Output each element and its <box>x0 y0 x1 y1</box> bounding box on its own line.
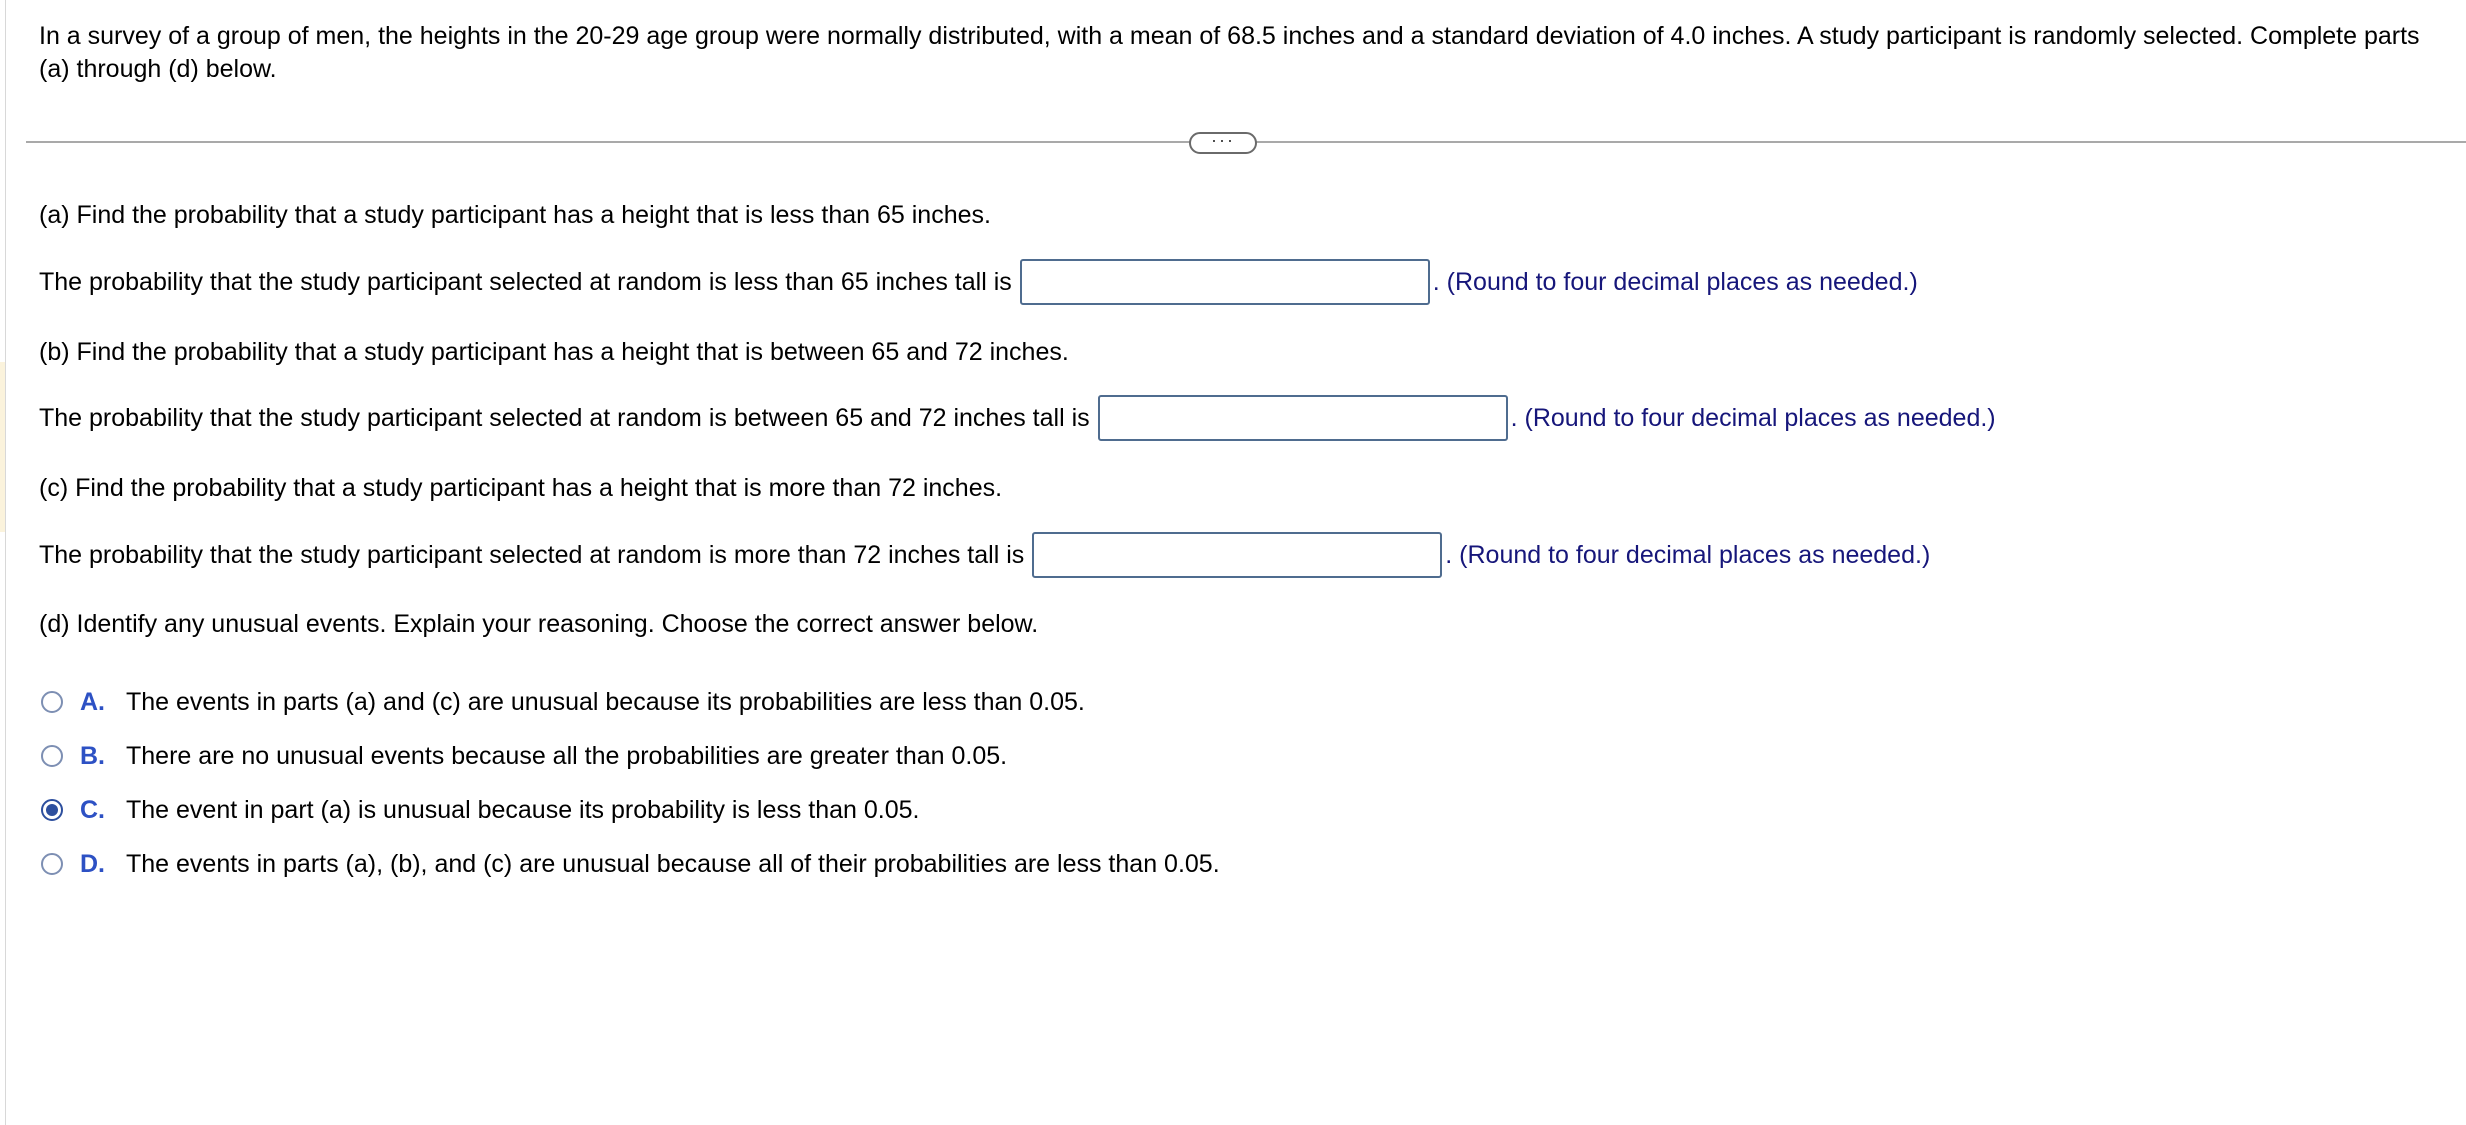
choice-d-text: The events in parts (a), (b), and (c) are unusual because all of their probabilities are less than 0.05. <box>126 850 1220 878</box>
part-b-rounding-hint: . (Round to four decimal places as needed.) <box>1510 404 1996 432</box>
part-b-answer-input[interactable] <box>1098 395 1508 441</box>
part-c-question: (c) Find the probability that a study participant has a height that is more than 72 inches. <box>39 474 1003 502</box>
choice-c[interactable] <box>41 794 920 826</box>
left-accent-bar <box>0 362 5 532</box>
part-c-answer-input[interactable] <box>1032 532 1442 578</box>
ellipsis-icon: ··· <box>1211 130 1235 150</box>
choice-b-letter: B. <box>80 742 105 770</box>
radio-dot-icon <box>46 804 58 816</box>
choice-c-text: The event in part (a) is unusual because its probability is less than 0.05. <box>126 796 920 824</box>
choice-c-letter: C. <box>80 796 105 824</box>
problem-statement: In a survey of a group of men, the heights in the 20-29 age group were normally distributed, with a mean of 68.5 inches and a standard deviation of 4.0 inches. A study participant is randomly selected. Complete parts (a) through (d) below. <box>39 22 2420 83</box>
choice-b[interactable] <box>41 740 1007 772</box>
part-a-answer-row <box>39 259 1918 305</box>
choice-d-letter: D. <box>80 850 105 878</box>
choice-b-text: There are no unusual events because all the probabilities are greater than 0.05. <box>126 742 1008 770</box>
part-c-prompt: The probability that the study participant selected at random is more than 72 inches tall is <box>39 541 1025 569</box>
choice-a-text: The events in parts (a) and (c) are unusual because its probabilities are less than 0.05. <box>126 688 1085 716</box>
part-b-prompt: The probability that the study participant selected at random is between 65 and 72 inches tall is <box>39 404 1090 432</box>
part-a-prompt: The probability that the study participant selected at random is less than 65 inches tall is <box>39 268 1012 296</box>
choice-a-letter: A. <box>80 688 105 716</box>
choice-a[interactable] <box>41 686 1085 718</box>
part-a-question: (a) Find the probability that a study participant has a height that is less than 65 inches. <box>39 201 991 229</box>
part-c-answer-row <box>39 532 1930 578</box>
part-c-rounding-hint: . (Round to four decimal places as needed.) <box>1445 541 1931 569</box>
expand-more-button[interactable] <box>1189 132 1257 154</box>
radio-b[interactable] <box>41 745 63 767</box>
radio-a[interactable] <box>41 691 63 713</box>
part-b-answer-row <box>39 395 1996 441</box>
choice-d[interactable] <box>41 848 1220 880</box>
radio-d[interactable] <box>41 853 63 875</box>
part-a-answer-input[interactable] <box>1020 259 1430 305</box>
radio-c-selected[interactable] <box>41 799 63 821</box>
left-border <box>5 0 6 1125</box>
part-b-question: (b) Find the probability that a study participant has a height that is between 65 and 72 inches. <box>39 338 1069 366</box>
part-a-rounding-hint: . (Round to four decimal places as needed.) <box>1432 268 1918 296</box>
part-d-question: (d) Identify any unusual events. Explain your reasoning. Choose the correct answer below. <box>39 610 1039 638</box>
